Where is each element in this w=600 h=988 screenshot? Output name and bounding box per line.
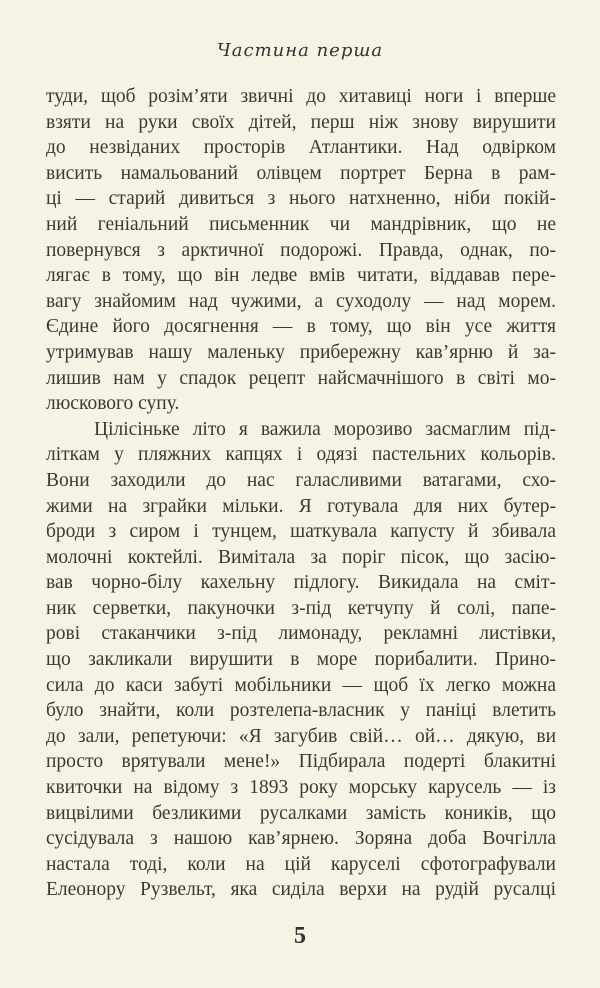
text-line: взяти на руки своїх дітей, перш ніж знову вирушити bbox=[46, 111, 556, 133]
text-line: ний геніальний письменник чи мандрівник, що не bbox=[46, 213, 556, 235]
text-line: вагу знайомим над чужими, а суходолу — над морем. bbox=[46, 290, 556, 312]
page-number: 5 bbox=[294, 923, 306, 949]
paragraph bbox=[46, 417, 556, 903]
text-line: повернувся з арктичної подорожі. Правда, однак, по- bbox=[46, 239, 556, 261]
text-line: лягає в тому, що він ледве вмів читати, віддавав пере- bbox=[46, 265, 556, 287]
text-line: квиточки на відому з 1893 року морську карусель — із bbox=[46, 777, 556, 799]
text-line: Цілісіньке літо я важила морозиво засмаглим під- bbox=[94, 418, 556, 440]
text-line: що закликали вирушити в море порибалити. Прино- bbox=[46, 649, 556, 671]
text-line: просто врятували мене!» Підбирала подерті блакитні bbox=[46, 751, 556, 773]
text-line: утримував нашу маленьку прибережну кав’ярню й за- bbox=[46, 341, 556, 363]
text-line: до незвіданих просторів Атлантики. Над одвірком bbox=[46, 137, 556, 159]
text-line: туди, щоб розім’яти звичні до хитавиці ноги і вперше bbox=[46, 86, 556, 107]
text-line: настала тоді, коли на цій каруселі сфотографували bbox=[46, 853, 556, 875]
text-line: Елеонору Рузвельт, яка сиділа верхи на рудій русалці bbox=[46, 879, 556, 901]
text-line: лишив нам у спадок рецепт найсмачнішого в світі мо- bbox=[46, 367, 556, 389]
text-line: жими на зграйки мільки. Я готувала для них бутер- bbox=[46, 495, 556, 517]
text-line: броди з сиром і тунцем, шаткувала капусту й збивала bbox=[46, 521, 556, 543]
text-line: сила до каси забуті мобільники — щоб їх легко можна bbox=[46, 674, 556, 696]
text-line: вицвілими безликими русалками замість коників, що bbox=[46, 802, 556, 824]
text-line: рові стаканчики з-під лимонаду, рекламні листівки, bbox=[46, 623, 556, 645]
paragraph bbox=[46, 84, 556, 417]
text-line: до зали, репетуючи: «Я загубив свій… ой… дякую, ви bbox=[46, 725, 556, 747]
text-line: висить намальований олівцем портрет Берна в рам- bbox=[46, 162, 556, 184]
text-line: вав чорно-білу кахельну підлогу. Викидала на сміт- bbox=[46, 572, 556, 594]
text-line: молочні коктейлі. Вимітала за поріг пісок, що засію- bbox=[46, 546, 556, 568]
text-line: літкам у пляжних капцях і одязі пастельних кольорів. bbox=[46, 444, 556, 466]
running-header: Частина перша bbox=[216, 40, 384, 61]
text-line: Вони заходили до нас галасливими ватагами, схо- bbox=[46, 469, 556, 491]
page-body-text bbox=[46, 84, 556, 903]
text-line: сусідувала з нашою кав’ярнею. Зоряна доба Вочгілла bbox=[46, 828, 556, 850]
text-line: люскового супу. bbox=[46, 393, 180, 415]
text-line: було знайти, коли розтелепа-власник у паніці влетить bbox=[46, 700, 556, 722]
text-line: ці — старий дивиться з нього натхненно, ніби покій- bbox=[46, 188, 556, 210]
text-line: ник серветки, пакуночки з-під кетчупу й солі, папе- bbox=[46, 597, 556, 619]
text-line: Єдине його досягнення — в тому, що він усе життя bbox=[46, 316, 556, 338]
